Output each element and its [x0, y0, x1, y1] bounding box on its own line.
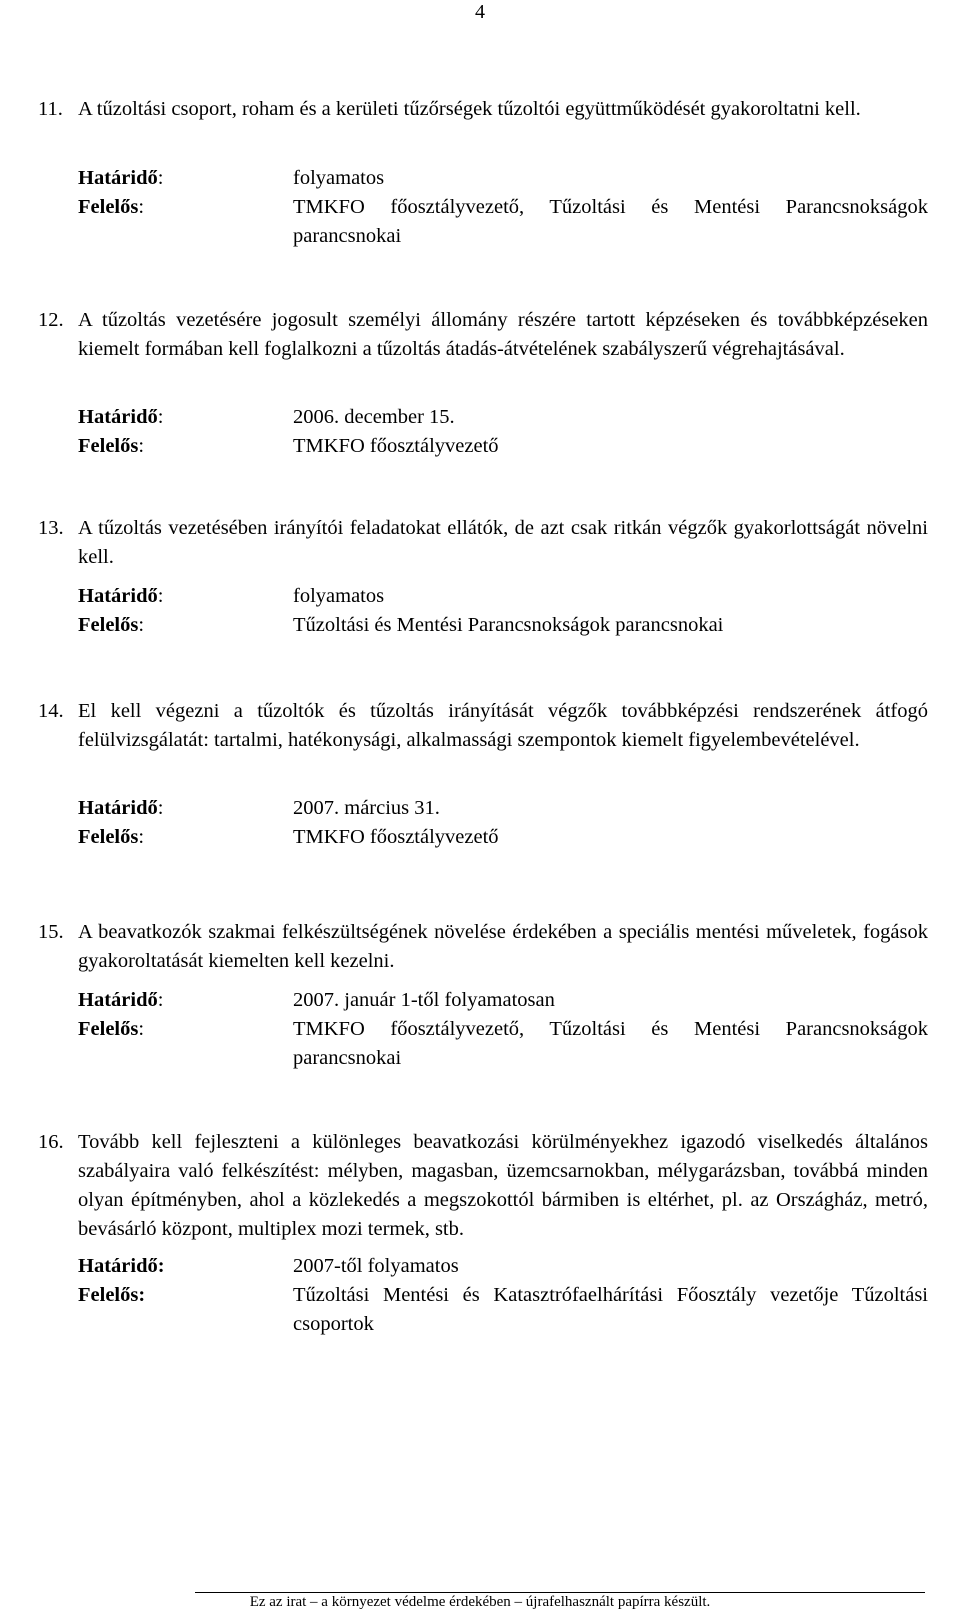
item-meta: [78, 794, 928, 852]
item-number: 13.: [38, 517, 64, 539]
item-text: Tovább kell fejleszteni a különleges beavatkozási körülményekhez igazodó viselkedés általános szabályaira való felkészítést: mélyben, magasban, üzemcsarnokban, mélygarázsban, továbbá minden olyan építményben, ahol a közlekedés a megszokottól bármiben is eltérhet, pl. az Országház, metró, bevásárló központ, multiplex mozi termek, stb.: [78, 1131, 928, 1240]
responsible-label: Felelős:: [78, 1284, 146, 1306]
list-item: [38, 697, 928, 755]
page-number: 4: [475, 1, 485, 23]
deadline-label: Határidő:: [78, 585, 164, 607]
responsible-label: Felelős:: [78, 826, 145, 848]
responsible-label: Felelős:: [78, 1018, 145, 1040]
list-item: [38, 306, 928, 364]
item-text: El kell végezni a tűzoltók és tűzoltás irányítását végzők továbbképzési rendszerének átfogó felülvizsgálatát: tartalmi, hatékonysági, alkalmassági szempontok kiemelt figyelembevételével.: [78, 700, 928, 751]
item-number: 11.: [38, 98, 63, 120]
item-meta: [78, 403, 928, 461]
responsible-value: TMKFO főosztályvezető: [293, 435, 499, 457]
deadline-value: 2007. március 31.: [293, 797, 440, 819]
item-text: A tűzoltás vezetésében irányítói feladatokat ellátók, de azt csak ritkán végzők gyakorlottságát növelni kell.: [78, 517, 928, 568]
responsible-value: TMKFO főosztályvezető: [293, 826, 499, 848]
item-number: 14.: [38, 700, 64, 722]
list-item: [38, 918, 928, 976]
responsible-value: Tűzoltási Mentési és Katasztrófaelhárítási Főosztály vezetője Tűzoltási csoportok: [293, 1284, 928, 1335]
deadline-label: Határidő:: [78, 406, 164, 428]
list-item: [38, 514, 928, 572]
deadline-label: Határidő:: [78, 797, 164, 819]
item-text: A beavatkozók szakmai felkészültségének növelése érdekében a speciális mentési műveletek, fogások gyakoroltatását kiemelten kell kezelni.: [78, 921, 928, 972]
item-text: A tűzoltás vezetésére jogosult személyi állomány részére tartott képzéseken és továbbképzéseken kiemelt formában kell foglalkozni a tűzoltás átadás-átvételének szabályszerű végrehajtásával.: [78, 309, 928, 360]
deadline-value: 2007. január 1-től folyamatosan: [293, 989, 555, 1011]
item-meta: [78, 1252, 928, 1339]
responsible-label: Felelős:: [78, 196, 145, 218]
list-item: [38, 1128, 928, 1244]
responsible-value: TMKFO főosztályvezető, Tűzoltási és Mentési Parancsnokságok parancsnokai: [293, 196, 928, 247]
deadline-label: Határidő:: [78, 989, 164, 1011]
deadline-value: 2006. december 15.: [293, 406, 455, 428]
deadline-label: Határidő:: [78, 1255, 165, 1277]
item-number: 15.: [38, 921, 64, 943]
footer-note: Ez az irat – a környezet védelme érdekében – újrafelhasznált papírra készült.: [249, 1594, 711, 1610]
item-text: A tűzoltási csoport, roham és a kerületi tűzőrségek tűzoltói együttműködését gyakoroltatni kell.: [78, 98, 861, 120]
responsible-value: Tűzoltási és Mentési Parancsnokságok parancsnokai: [293, 614, 724, 636]
deadline-value: 2007-től folyamatos: [293, 1255, 459, 1277]
item-meta: [78, 164, 928, 251]
responsible-value: TMKFO főosztályvezető, Tűzoltási és Mentési Parancsnokságok parancsnokai: [293, 1018, 928, 1069]
deadline-value: folyamatos: [293, 167, 385, 189]
deadline-value: folyamatos: [293, 585, 385, 607]
responsible-label: Felelős:: [78, 435, 145, 457]
item-meta: [78, 986, 928, 1073]
list-item: [38, 95, 928, 124]
responsible-label: Felelős:: [78, 614, 145, 636]
item-number: 12.: [38, 309, 64, 331]
item-number: 16.: [38, 1131, 64, 1153]
item-meta: [78, 582, 928, 640]
deadline-label: Határidő:: [78, 167, 164, 189]
